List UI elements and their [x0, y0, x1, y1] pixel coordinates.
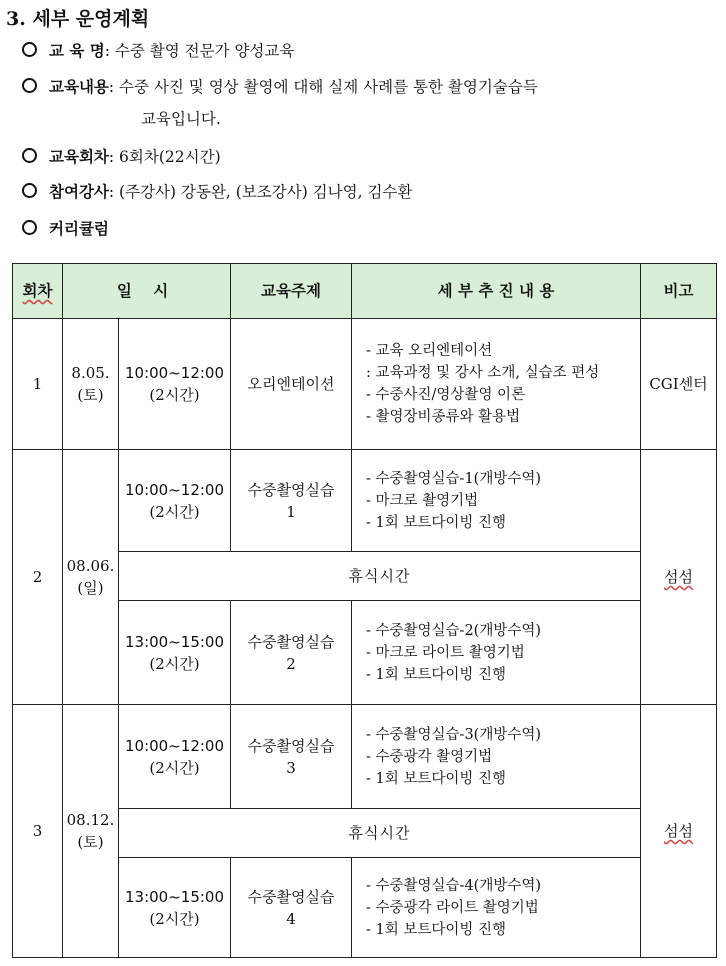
info-text: : 수중 사진 및 영상 촬영에 대해 실제 사례를 통한 촬영기술습득	[108, 78, 538, 96]
table-row	[13, 705, 717, 809]
session-details: - 수중촬영실습-4(개방수역) - 수중광각 라이트 촬영기법 - 1회 보트다이빙 진행	[352, 858, 641, 958]
section-title: 3. 세부 운영계획	[6, 8, 150, 30]
info-education-name	[22, 40, 294, 62]
session-topic: 수중촬영실습 3	[231, 705, 352, 809]
session-time: 10:00~12:00 (2시간)	[119, 319, 231, 450]
break-label: 휴식시간	[119, 552, 641, 601]
info-text: : 6회차(22시간)	[108, 148, 221, 166]
info-text: : (주강사) 강동완, (보조강사) 김나영, 김수환	[108, 183, 413, 201]
circle-bullet-icon	[22, 148, 37, 163]
session-topic: 오리엔테이션	[231, 319, 352, 450]
session-details: - 수중촬영실습-1(개방수역) - 마크로 촬영기법 - 1회 보트다이빙 진행	[352, 450, 641, 552]
session-topic: 수중촬영실습 1	[231, 450, 352, 552]
session-date: 8.05. (토)	[63, 319, 119, 450]
session-time: 13:00~15:00 (2시간)	[119, 601, 231, 705]
session-note: CGI센터	[641, 319, 717, 450]
break-row	[13, 809, 717, 858]
session-details: - 수중촬영실습-2(개방수역) - 마크로 라이트 촬영기법 - 1회 보트다이빙 진행	[352, 601, 641, 705]
circle-bullet-icon	[22, 42, 37, 57]
session-date: 08.12. (토)	[63, 705, 119, 958]
header-datetime: 일 시	[63, 264, 231, 319]
break-row	[13, 552, 717, 601]
session-no: 1	[13, 319, 63, 450]
session-details: - 교육 오리엔테이션 : 교육과정 및 강사 소개, 실습조 편성 - 수중사진/영상촬영 이론 - 촬영장비종류와 활용법	[352, 319, 641, 450]
info-label: 커리큘럼	[49, 219, 109, 238]
header-details: 세 부 추 진 내 용	[352, 264, 641, 319]
session-no: 2	[13, 450, 63, 705]
session-no: 3	[13, 705, 63, 958]
header-session-no: 회차	[13, 264, 63, 319]
circle-bullet-icon	[22, 220, 37, 235]
session-topic: 수중촬영실습 4	[231, 858, 352, 958]
info-label: 교육회차	[49, 147, 109, 166]
table-row	[13, 319, 717, 450]
table-row	[13, 450, 717, 552]
session-details: - 수중촬영실습-3(개방수역) - 수중광각 촬영기법 - 1회 보트다이빙 진행	[352, 705, 641, 809]
table-row	[13, 601, 717, 705]
session-date: 08.06. (일)	[63, 450, 119, 705]
break-label: 휴식시간	[119, 809, 641, 858]
info-education-content	[22, 76, 538, 130]
header-note: 비고	[641, 264, 717, 319]
header-topic: 교육주제	[231, 264, 352, 319]
session-topic: 수중촬영실습 2	[231, 601, 352, 705]
info-text: : 수중 촬영 전문가 양성교육	[104, 42, 295, 60]
info-label: 교 육 명	[49, 41, 105, 60]
info-label: 참여강사	[49, 182, 109, 201]
session-time: 13:00~15:00 (2시간)	[119, 858, 231, 958]
session-time: 10:00~12:00 (2시간)	[119, 705, 231, 809]
info-curriculum	[22, 218, 109, 240]
table-row	[13, 858, 717, 958]
circle-bullet-icon	[22, 183, 37, 198]
session-note: 섬섬	[641, 450, 717, 705]
circle-bullet-icon	[22, 78, 37, 93]
info-label: 교육내용	[49, 77, 109, 96]
info-sessions	[22, 146, 221, 168]
session-note: 섬섬	[641, 705, 717, 958]
table-header-row	[13, 264, 717, 319]
session-time: 10:00~12:00 (2시간)	[119, 450, 231, 552]
info-instructors	[22, 181, 412, 203]
info-text-continued: 교육입니다.	[141, 110, 221, 128]
curriculum-table	[12, 263, 717, 958]
